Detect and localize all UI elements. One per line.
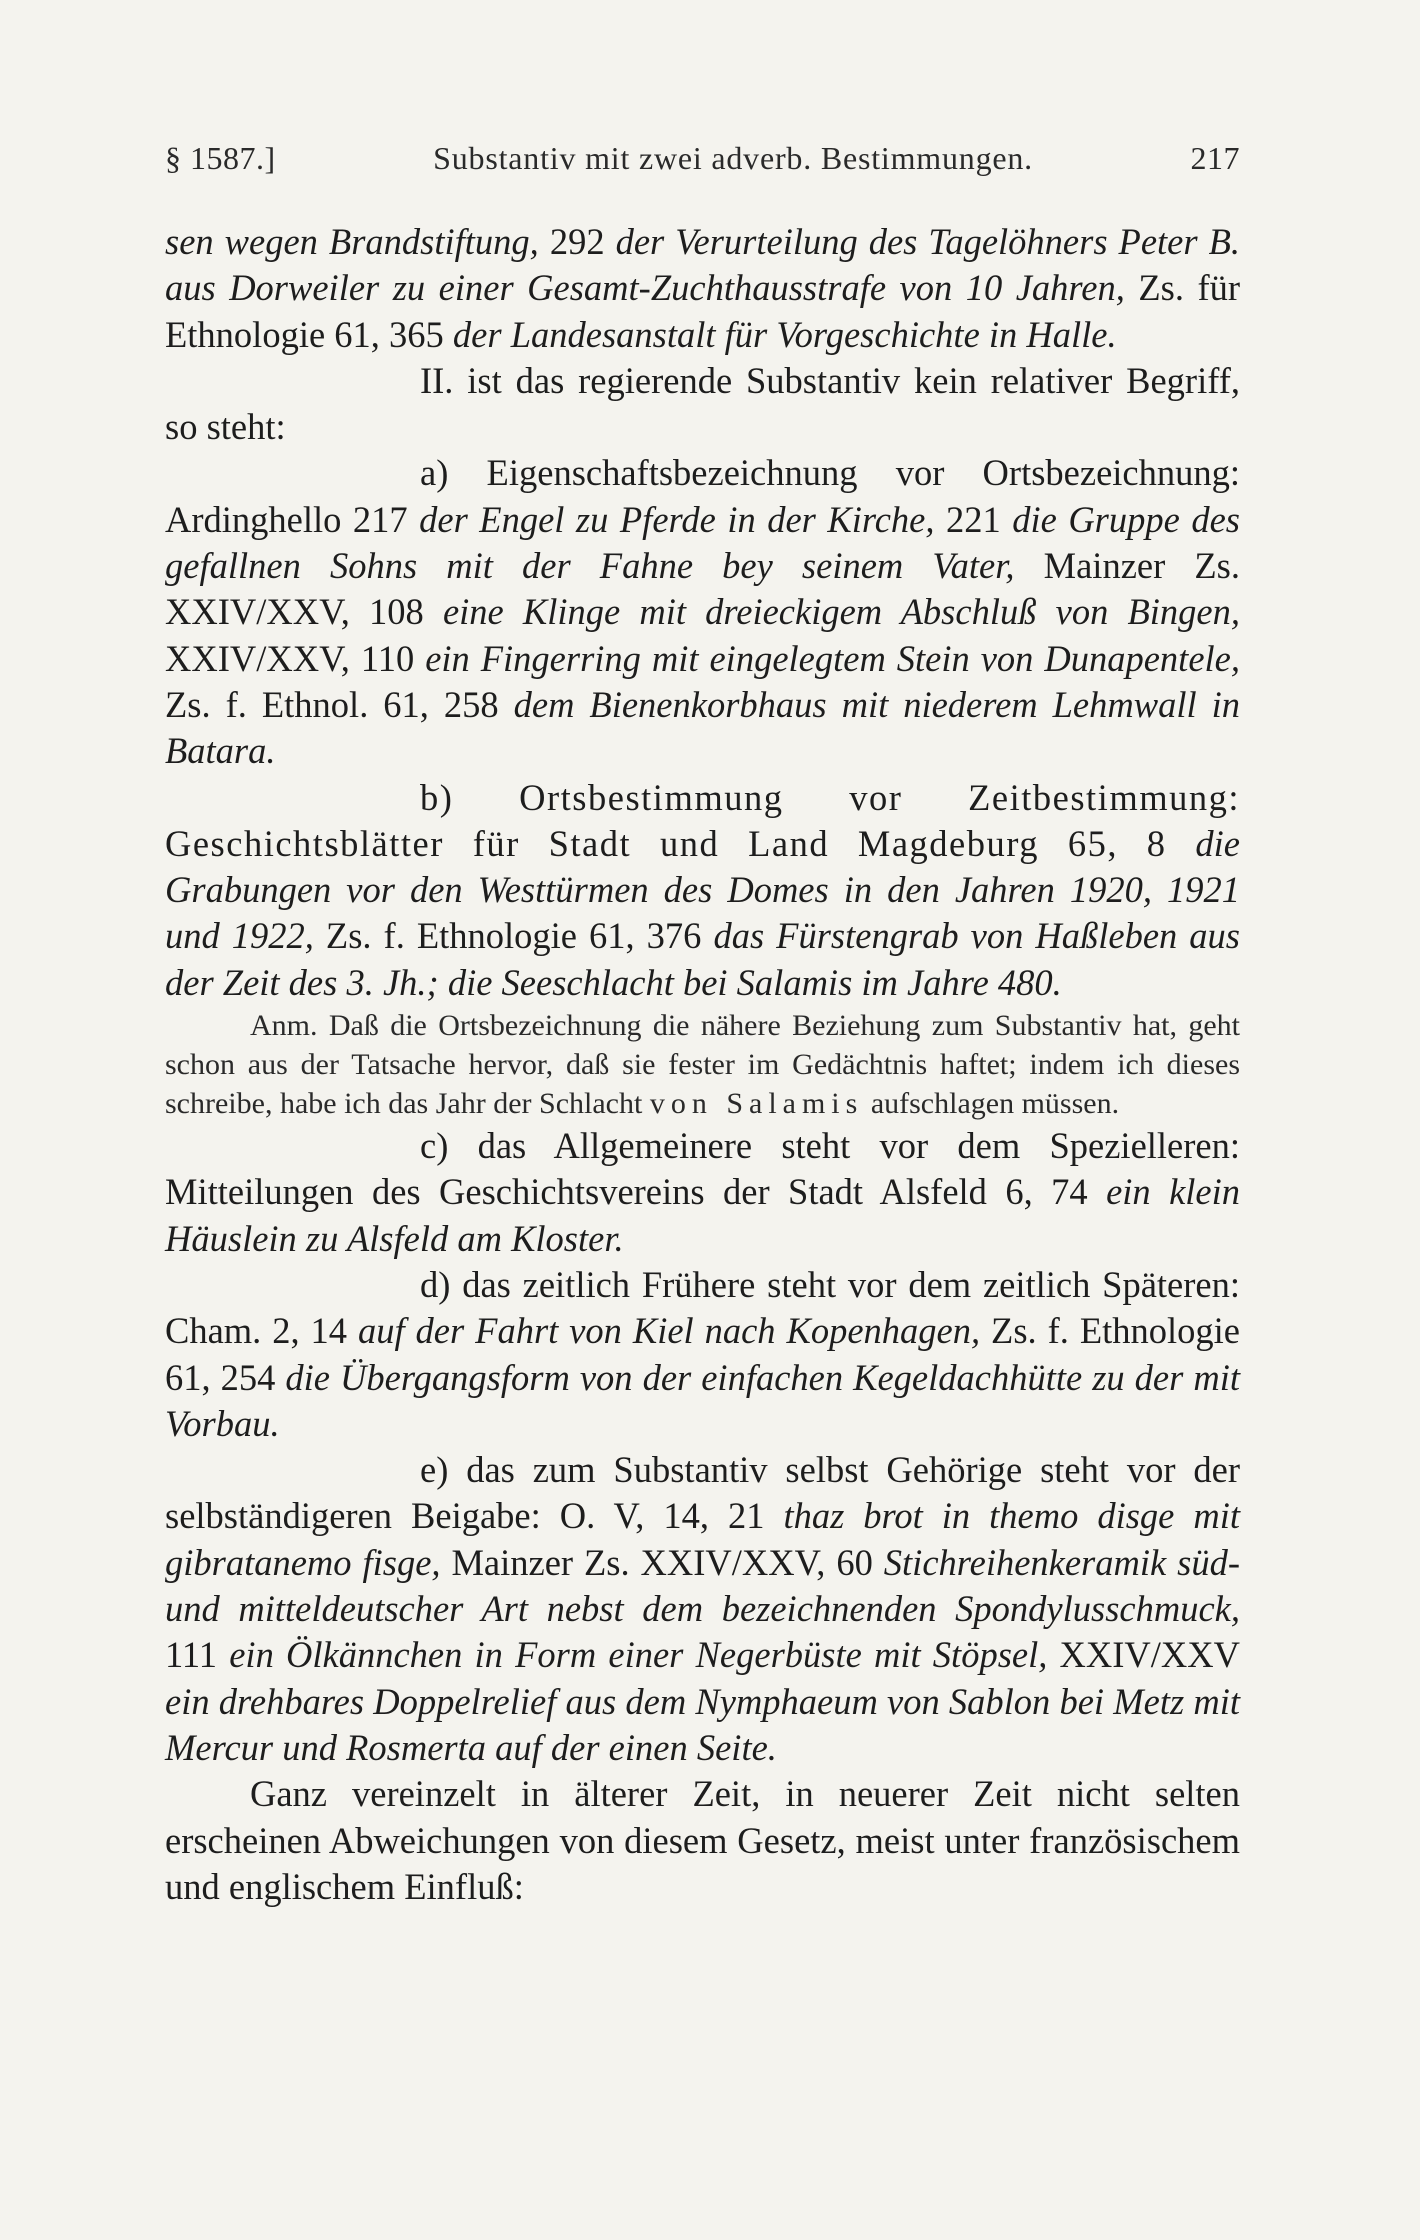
- example-text: ein klein Häuslein zu Alsfeld am Kloster.: [165, 1171, 1241, 1259]
- citation: 111: [165, 1634, 230, 1676]
- example-text: sen wegen Brandstiftung,: [165, 221, 539, 262]
- note-text: aufschlagen müssen.: [863, 1087, 1120, 1121]
- example-text: die Gruppe des gefallnen Sohns mit der Fahne bey seinem Vater,: [165, 498, 1240, 587]
- running-head: [165, 140, 1240, 177]
- paragraph-a: [165, 450, 1240, 774]
- note-text: Daß die Ortsbezeichnung die nähere Beziehung zum Substantiv hat, geht schon aus der Tatsache hervor, daß sie fester im Gedächtnis haftet; indem ich dieses schreibe, habe ich das Jahr der Schlacht: [165, 1009, 1240, 1121]
- paragraph-text: b) Ortsbestimmung vor Zeitbestimmung: Geschichtsblätter für Stadt und Land Magdeburg 65, 8: [165, 776, 1240, 864]
- page-number: 217: [1190, 140, 1240, 176]
- example-text: der Verurteilung des Tagelöhners Peter B. aus Dorweiler zu einer Gesamt-Zuchthausstrafe von 10 Jahren,: [165, 221, 1241, 309]
- paragraph-text: c) das Allgemeinere steht vor dem Spezielleren: Mitteilungen des Geschichtsvereins der Stadt Alsfeld 6, 74: [165, 1125, 1240, 1213]
- note-label: Anm.: [250, 1009, 318, 1043]
- paragraph-b: [165, 775, 1240, 1006]
- example-text: dem Bienenkorbhaus mit niederem Lehmwall in Batara.: [165, 683, 1240, 772]
- example-text: die Übergangsform von der einfachen Kegeldachhütte zu der mit Vorbau.: [165, 1356, 1240, 1444]
- example-text: ein Ölkännchen in Form einer Negerbüste mit Stöpsel,: [229, 1634, 1048, 1676]
- example-text: die Grabungen vor den Westtürmen des Domes in den Jahren 1920, 1921 und 1922,: [165, 822, 1240, 957]
- running-title: Substantiv mit zwei adverb. Bestimmungen.: [433, 140, 1033, 176]
- paragraph-continued: [165, 219, 1240, 358]
- book-page: [165, 140, 1240, 1910]
- citation: XXIV/XXV, 110: [165, 637, 426, 679]
- example-text: thaz brot in themo disge mit gibratanemo fisge,: [165, 1495, 1240, 1583]
- citation: Mainzer Zs. XXIV/XXV, 108: [165, 545, 1240, 633]
- body-text: [165, 219, 1240, 1910]
- example-text: ein Fingerring mit eingelegtem Stein von Dunapentele,: [425, 637, 1240, 679]
- paragraph-text: Ganz vereinzelt in älterer Zeit, in neuerer Zeit nicht selten erscheinen Abweichungen von diesem Gesetz, meist unter französischem und englischem Einfluß:: [165, 1773, 1240, 1907]
- citation: Zs. f. Ethnologie 61, 376: [313, 915, 714, 957]
- example-text: Stichreihenkeramik süd- und mitteldeutscher Art nebst dem bezeichnenden Spondylusschmuck,: [165, 1541, 1240, 1630]
- example-text: der Engel zu Pferde in der Kirche,: [419, 498, 935, 540]
- example-text: ein drehbares Doppelrelief aus dem Nymphaeum von Sablon bei Metz mit Mercur und Rosmerta auf der einen Seite.: [165, 1680, 1240, 1768]
- note-emphasis: von Salamis: [649, 1087, 864, 1121]
- example-text: auf der Fahrt von Kiel nach Kopenhagen,: [357, 1310, 981, 1352]
- footnote-anm: [165, 1006, 1240, 1123]
- citation: Zs. f. Ethnol. 61, 258: [165, 683, 514, 725]
- citation: 221: [934, 498, 1013, 540]
- paragraph-d: [165, 1262, 1240, 1447]
- separator: [439, 962, 448, 1003]
- paragraph-text: II. ist das regierende Substantiv kein relativer Begriff, so steht:: [165, 359, 1240, 448]
- paragraph-final: [165, 1771, 1240, 1910]
- citation: XXIV/XXV: [1047, 1634, 1241, 1676]
- citation: Mainzer Zs. XXIV/XXV, 60: [440, 1541, 884, 1583]
- paragraph-e: [165, 1447, 1240, 1771]
- paragraph-ii: [165, 358, 1240, 451]
- paragraph-text: e) das zum Substantiv selbst Gehörige steht vor der selbständigeren Beigabe: O. V, 14, 21: [165, 1449, 1240, 1537]
- example-text: das Fürstengrab von Haßleben aus der Zeit des 3. Jh.;: [165, 915, 1241, 1003]
- citation: Zs. f. Ethnologie 61, 254: [165, 1310, 1240, 1398]
- citation: Zs. für Ethnologie 61, 365: [165, 267, 1241, 355]
- paragraph-text: d) das zeitlich Frühere steht vor dem zeitlich Späteren: Cham. 2, 14: [165, 1263, 1240, 1352]
- example-text: der Landesanstalt für Vorgeschichte in Halle.: [452, 313, 1117, 355]
- paragraph-text: a) Eigenschaftsbezeichnung vor Ortsbezeichnung: Ardinghello 217: [165, 452, 1240, 540]
- paragraph-c: [165, 1123, 1240, 1262]
- example-text: eine Klinge mit dreieckigem Abschluß von Bingen,: [442, 591, 1240, 633]
- section-marker: § 1587.]: [165, 140, 276, 176]
- citation: 292: [538, 221, 616, 262]
- example-text: die Seeschlacht bei Salamis im Jahre 480.: [447, 961, 1062, 1003]
